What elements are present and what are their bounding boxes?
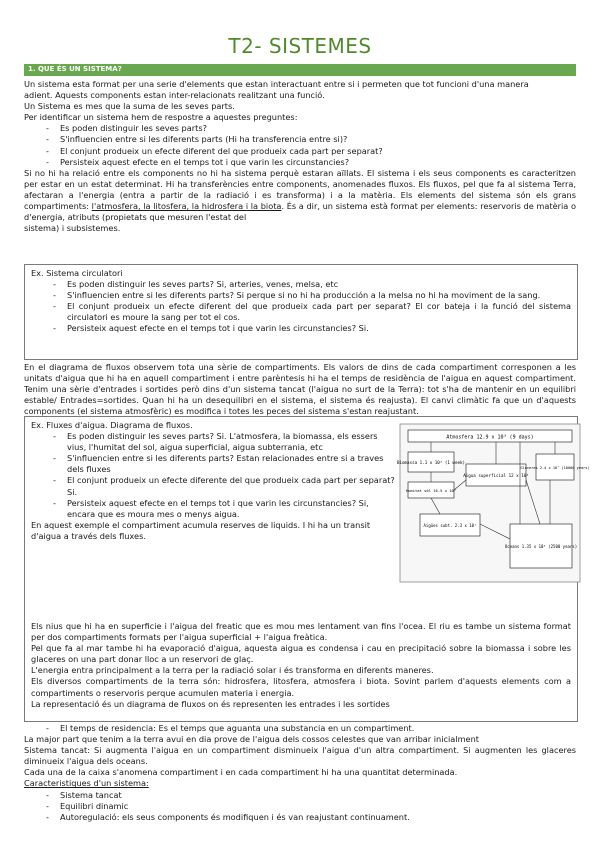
- example-box-circulatory: [24, 264, 578, 360]
- intro-line: Un Sistema es mes que la suma de les seves parts.: [24, 101, 235, 112]
- box-paragraph: L'energia entra principalment a la terra per la radiació solar i és transforma en diferents maneres.: [31, 665, 434, 676]
- example-item: - Es poden distinguir les seves parts? Si. L'atmosfera, la biomassa, els essers vius, l'humitat del sol, aigua superficial, aigua subterrania, etc: [31, 431, 395, 453]
- diagram-svg: [396, 424, 590, 582]
- box-paragraph: En aquest exemple el compartiment acumula reserves de liquids. I hi ha un transit d'aigua a través dels fluxes.: [31, 519, 371, 541]
- example-item: - El conjunt produeix un efecte diferente del que produeix cada part per separat? Si.: [31, 475, 395, 497]
- question-item: - S'influencien entre si les diferents parts (Hi ha transferencia entre si)?: [24, 134, 576, 145]
- example-item: - S'influencien entre si les diferents parts? Si perque si no hi ha producción a la melsa no hi ha moviment de la sang.: [31, 290, 571, 301]
- intro-line: adient. Aquests components estan inter-relacionats realitzant una funció.: [24, 90, 325, 101]
- paragraph-text: La major part que tenim a la terra avui en dia prove de l'aigua dels cossos celestes que van arribar inicialment: [24, 734, 479, 745]
- box-paragraph: Pel que fa al mar tambe hi ha evaporació d'aigua, aquesta aigua es condensa i cau en precipitació sobre la biomassa i sobre les glaceres on una part donar lloc a un reservori de glaç.: [31, 643, 571, 665]
- paragraph-text: Si no hi ha relació entre els components no hi ha sistema perquè estaran aïllats. El sistema i els seus components es caracteritzen per estar en un estat determinat. Hi ha transferències entre components, anomenades fluxos. Els fluxos, pel que fa al sistema Terra, afectaran a l'energia (entra a partir de la radiació i es transforma) i a la matèria. Els elements del sistema són els grans compartiments:: [24, 167, 576, 212]
- box-title: Ex. Fluxes d'aigua. Diagrama de fluxos.: [31, 420, 193, 430]
- intro-line: Per identificar un sistema hem de respostre a aquestes preguntes:: [24, 112, 298, 123]
- after-block: [24, 723, 576, 823]
- example-item: - Persisteix aquest efecte en el temps tot i que varin les circunstancies? Si.: [31, 323, 571, 334]
- characteristics-title: [24, 778, 576, 789]
- intro-line: Un sistema esta format per una serie d'elements que estan interactuant entre si i permeten que tot funcioni d'una manera: [24, 79, 529, 89]
- water-flow-diagram: [396, 424, 590, 582]
- question-item: - Es poden distinguir les seves parts?: [24, 123, 576, 134]
- question-item: - El conjunt produeix un efecte diferent del que produeix cada part per separat?: [24, 146, 576, 157]
- surface-label: Aigua superficial 12 x 10⁴: [463, 473, 529, 478]
- paragraph-system: [24, 168, 576, 223]
- ocean-label: Oceans 1.35 x 10⁹ (2500 years): [504, 544, 578, 549]
- atmosphere-label: Atmosfera 12.9 x 10³ (9 days): [446, 434, 534, 441]
- characteristic-item: - Autoregulació: els seus components és modifiquen i és van reajustant continuament.: [24, 812, 576, 823]
- example-item: - Persisteix aquest efecte en el temps tot i que varin les circunstancies? Si, encara que es moura mes o menys aigua.: [31, 498, 395, 520]
- biomass-label: Biomassa 1.1 x 10³ (1 week): [396, 460, 466, 465]
- section-heading-bar: [24, 64, 576, 76]
- paragraph-text: Sistema tancat: Si augmenta l'aigua en un compartiment disminueix l'aigua d'un altra compartiment. Si augmenten les glaceres diminueix l'aigua dels oceans.: [24, 745, 576, 767]
- box-paragraph: Els nius que hi ha en superficie i l'aigua del freatic que es mou mes lentament van fins l'ocea. El riu es tambe un sistema format per dos compartiments formats per l'aigua superficial + l'aigua freàtica.: [31, 621, 571, 643]
- page-title: T2- SISTEMES: [228, 34, 372, 58]
- paragraph-text: . És a dir, un sistema està format per elements: reservoris de matèria o d'energia, atributs (propietats que mesuren l'estat del: [24, 201, 576, 223]
- paragraph-flow-diagram: En el diagrama de fluxos observem tota una sèrie de compartiments. Els valors de dins de cada compartiment corresponen a les unitats d'aigua que hi ha en aquell compartiment i entre parèntesis hi ha el temps de residència de l'aigua en aquest compartiment. Tenim una sèrie d'entrades i sortides però dins d'un sistema tancat (l'aigua no surt de la Terra): tot s'ha de mantenir en un equilibri estable/ Entrades=sortides. Quan hi ha un desequilibri en el sistema, el sistema és reajusta). El canvi climàtic fa que un d'aquests components (el sistema atmosfèric) es modifica i totes les peces del sistema s'estan reajustant.: [24, 362, 576, 417]
- underlined-compartments: l'atmosfera, la litosfera, la hidrosfera i la biota: [91, 201, 282, 212]
- box-paragraph: La representació és un diagrama de fluxos on és representen les entrades i les sortides: [31, 698, 390, 709]
- residence-time-item: - El temps de residencia: Es el temps que aguanta una substancia en un compartiment.: [24, 723, 576, 734]
- box-title: Ex. Sistema circulatori: [31, 268, 123, 278]
- example-item: - El conjunt produeix un efecte diferent del que produeix cada part per separat? El cor bateja i la funció del sistema circulatori es moure la sang per tot el cos.: [31, 301, 571, 323]
- groundwater-label: Aigües subt. 2.3 x 10⁷: [423, 523, 477, 528]
- example-item: - S'influencien entre si les diferents parts? Estan relacionades entre si a traves dels fluxes: [31, 453, 395, 475]
- intro-block: [24, 79, 576, 234]
- paragraph-text: sistema) i subsistemes.: [24, 223, 121, 234]
- box-paragraph: Els diversos compartiments de la terra són: hidrosfera, litosfera, atmosfera i biota. Sovint parlem d'aquests elements com a compartiments o reservoris perque acumulen materia i energia.: [31, 676, 571, 698]
- ice-label: Glaceres 2.4 x 10⁷ (10000 years): [520, 466, 590, 470]
- soil-label: Humitat sòl 16.5 x 10³: [405, 488, 457, 493]
- section-heading: 1. QUE ÉS UN SISTEMA?: [28, 65, 122, 73]
- paragraph-text: Cada una de la caixa s'anomena compartiment i en cada compartiment hi ha una quantitat determinada.: [24, 767, 458, 778]
- question-item: - Persisteix aquest efecte en el temps tot i que varin les circunstancies?: [24, 157, 576, 168]
- characteristic-item: - Sistema tancat: [24, 790, 576, 801]
- characteristic-item: - Equilibri dinamic: [24, 801, 576, 812]
- characteristics-title-text: Caracteristiques d'un sistema:: [24, 778, 149, 789]
- example-item: - Es poden distinguir les seves parts? Si, arteries, venes, melsa, etc: [31, 279, 571, 290]
